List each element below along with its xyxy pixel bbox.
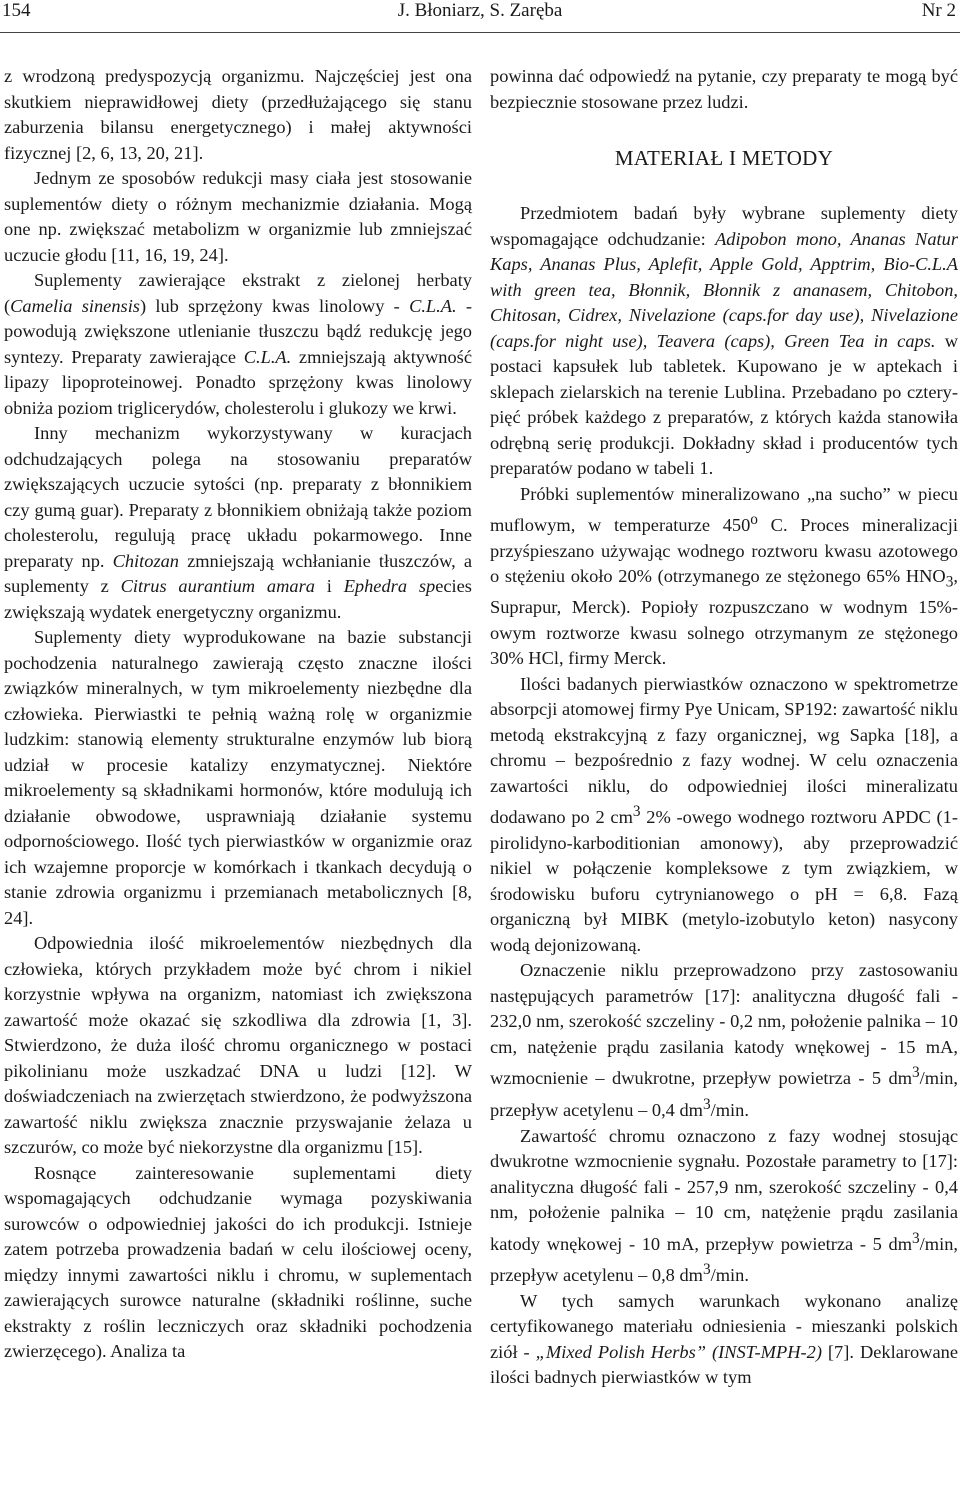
header-rule (0, 32, 960, 33)
paragraph: Inny mechanizm wykorzystywany w kuracjach odchudzających polega na stosowaniu preparatów zwiększających uczucie sytości (np. preparaty z błonnikiem czy gumą guar). Preparaty z błonnikiem obniżają także poziom cholesterolu, regulują pracę układu pokarmowego. Inne preparaty np. Chitozan zmniejszają wchłanianie tłuszczów, a suplementy z Citrus aurantium amara i Ephedra species zwiększają wydatek energetyczny organizmu. (4, 423, 473, 622)
paragraph: Ilości badanych pierwiastków oznaczono w spektrometrze absorpcji atomowej firmy Pye Unicam, SP192: zawartość niklu metodą ekstrakcyjną z fazy organicznej, wg Sapka [18], a chromu – bezpośrednio z fazy wodnej. W celu oznaczenia zawartości niklu, do odpowiedniej ilości mineralizatu dodawano po 2 $cm^3$ 2% -owego wodnego roztworu APDC (1-pirolidyno-karboditionian amonowy), aby przeprowadzić nikiel w połączenie kompleksowe z tym związkiem, w środowisku buforu cytrynianowego o pH = 6,8. Fazą organiczną był MIBK (metylo-izobutylo keton) nasycony wodą dejonizowaną. (490, 673, 958, 955)
header-authors: J. Błoniarz, S. Zaręba (397, 0, 563, 21)
page-number: 154 (2, 0, 31, 21)
paragraph: powinna dać odpowiedź na pytanie, czy preparaty te mogą być bezpiecznie stosowane przez ludzi. (490, 66, 958, 112)
paragraph: Suplementy zawierające ekstrakt z zielonej herbaty (Camelia sinensis) lub sprzężony kwas linolowy - C.L.A. - powodują zwiększone utlenianie tłuszczu bądź redukcję jego syntezy. Preparaty zawierające C.L.A. zmniejszają aktywność lipazy lipoproteinowej. Ponadto sprzężony kwas linolowy obniża poziom triglicerydów, cholesterolu i glukozy we krwi. (4, 270, 472, 418)
paragraph: z wrodzoną predyspozycją organizmu. Najczęściej jest ona skutkiem nieprawidłowej diety (przedłużającego się stanu zaburzenia bilansu energetycznego) i małej aktywności fizycznej [2, 6, 13, 20, 21]. (4, 66, 472, 163)
right-column (490, 64, 958, 1391)
paragraph: Oznaczenie niklu przeprowadzono przy zastosowaniu następujących parametrów [17]: analityczna długość fali - 232,0 nm, szerokość szczeliny - 0,2 nm, położenie palnika – 10 cm, natężenie prądu zasilania katody wnękowej - 15 mA, wzmocnienie – dwukrotne, przepływ powietrza - 5 $dm^3/\min$, przepływ acetylenu – 0,4 $dm^3/\min$. (490, 960, 958, 1121)
paragraph: Jednym ze sposobów redukcji masy ciała jest stosowanie suplementów diety o różnym mechanizmie działania. Mogą one np. zwiększać metabolizm w organizmie lub zmniejszać uczucie głodu [11, 16, 19, 24]. (4, 168, 472, 265)
paragraph: W tych samych warunkach wykonano analizę certyfikowanego materiału odniesienia - mieszanki polskich ziół - „Mixed Polish Herbs” (INST-MPH-2) [7]. Deklarowane ilości badnych pierwiastków w tym (490, 1290, 958, 1388)
paragraph: Rosnące zainteresowanie suplementami diety wspomagających odchudzanie wymaga pozyskiwania surowców o odpowiedniej jakości do ich produkcji. Istnieje zatem potrzeba prowadzenia badań w celu ilościowej oceny, między innymi zawartości niklu i chromu, w suplementach zawierających surowce naturalne (składniki roślinne, suche ekstrakty z roślin leczniczych oraz składniki pochodzenia zwierzęcego). Analiza ta (4, 1162, 472, 1361)
paragraph: Suplementy diety wyprodukowane na bazie substancji pochodzenia naturalnego zawierają często znaczne ilości związków mineralnych, w tym mikroelementy niezbędne dla człowieka. Pierwiastki te pełnią ważną rolę w organizmie ludzkim: stanowią elementy strukturalne enzymów lub biorą udział w procesie katalizy enzymatycznej. Niektóre mikroelementy są składnikami hormonów, które modulują ich działanie obwodowe, usprawniają działanie systemu odpornościowego. Ilość tych pierwiastków w organizmie oraz ich wzajemne proporcje w komórkach i tkankach decydują o stanie zdrowia organizmu i przemianach metabolicznych [8, 24]. (4, 627, 472, 928)
paragraph: Odpowiednia ilość mikroelementów niezbędnych dla człowieka, których przykładem może być chrom i nikiel korzystnie wpływa na organizm, natomiast ich zwiększona zawartość może okazać się szkodliwa dla zdrowia [1, 3]. Stwierdzono, że duża ilość chromu organicznego w postaci pikolinianu może uszkadzać DNA u ludzi [12]. W doświadczeniach na zwierzętach stwierdzono, że podwyższona zawartość niklu zwiększa znacznie przyswajanie żelaza u szczurów, co może być niekorzystne dla organizmu [15]. (4, 933, 472, 1157)
paragraph: Przedmiotem badań były wybrane suplementy diety wspomagające odchudzanie: Adipobon mono, Ananas Natur Kaps, Ananas Plus, Aplefit, Apple Gold, Apptrim, Bio-C.L.A with green tea, Błonnik, Błonnik z ananasem, Chitobon, Chitosan, Cidrex, Nivelazione (caps.for day use), Nivelazione (caps.for night use), Teavera (caps), Green Tea in caps. w postaci kapsułek lub tabletek. Kupowano je w aptekach i sklepach zielarskich na terenie Lublina. Przebadano po cztery-pięć próbek każdego z preparatów, z których każda stanowiła odrębną serię produkcji. Dokładny skład i producentów tych preparatów podano w tabeli 1. (490, 203, 958, 478)
paragraph: Próbki suplementów mineralizowano „na sucho” w piecu muflowym, w temperaturze 450$^o$ C. Proces mineralizacji przyśpieszano używając wodnego roztworu kwasu azotowego o stężeniu około 20% (otrzymanego ze stężonego 65% $HNO_3$, Suprapur, Merck). Popioły rozpuszczano w wodnym 15%- owym roztworze kwasu solnego otrzymanym ze stężonego 30% HCl, firmy Merck. (490, 483, 958, 669)
header-issue: Nr 2 (921, 0, 956, 21)
paragraph: Zawartość chromu oznaczono z fazy wodnej stosując dwukrotne wzmocnienie sygnału. Pozostałe parametry to [17]: analityczna długość fali - 257,9 nm, szerokość szczeliny - 0,4 nm, położenie palnika – 10 cm, natężenie prądu zasilania katody wnękowej - 10 mA, przepływ powietrza - 5 $dm^3/\min$, przepływ acetylenu – 0,8 $dm^3/\min$. (490, 1125, 958, 1286)
section-heading: MATERIAŁ I METODY (614, 146, 834, 170)
left-column (4, 64, 472, 1365)
running-header (0, 0, 960, 26)
